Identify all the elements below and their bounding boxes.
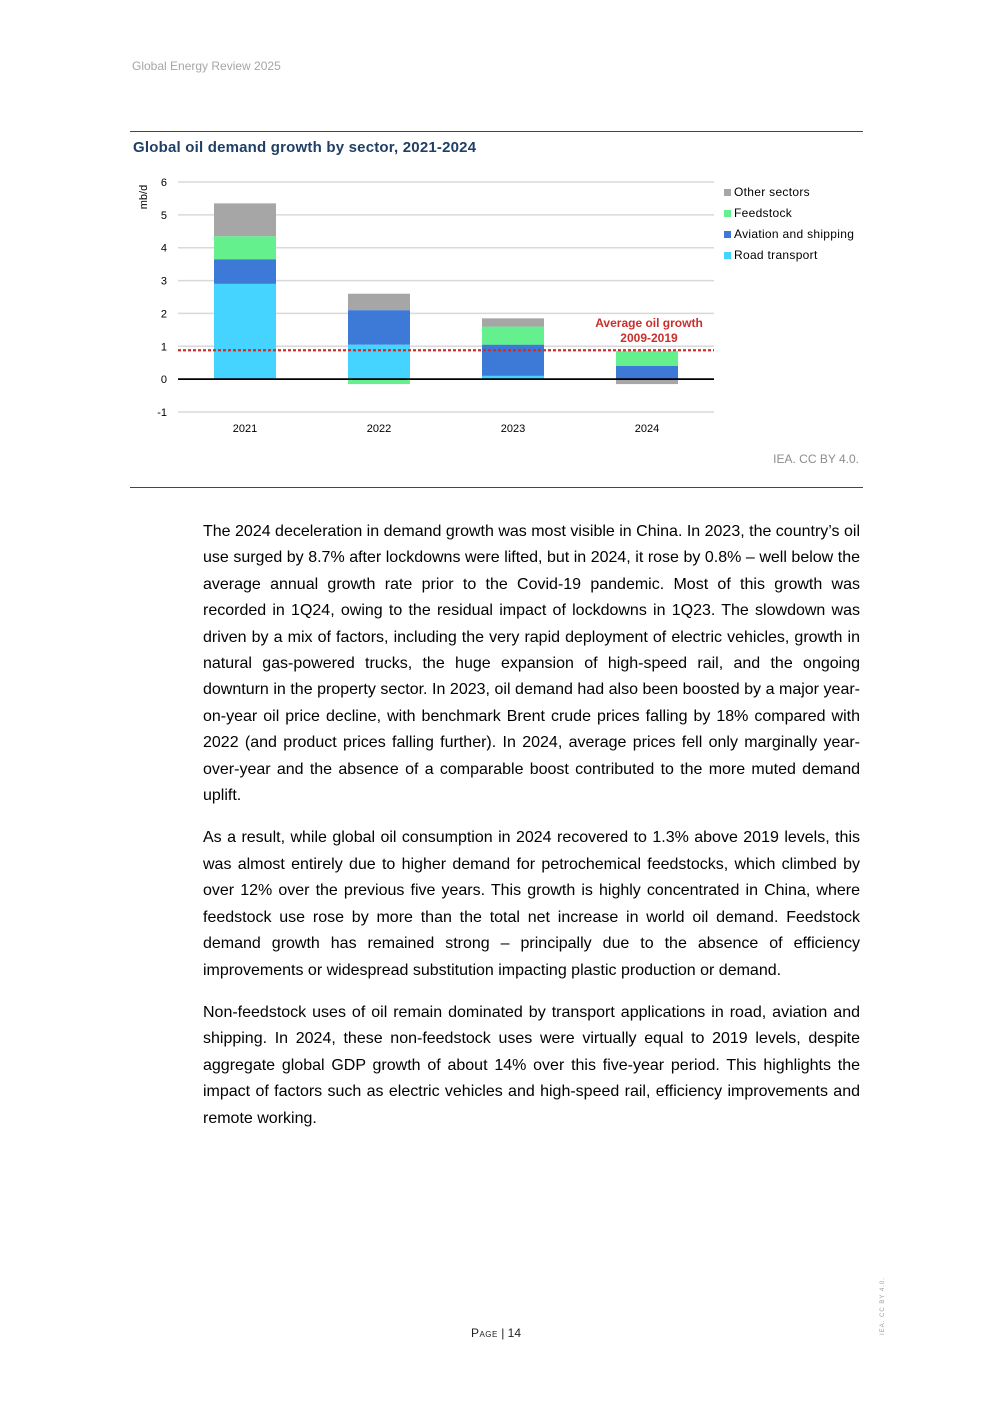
x-tick-label: 2022 — [366, 423, 392, 435]
page-number: 14 — [507, 1326, 522, 1340]
y-tick-label: 1 — [160, 341, 167, 354]
x-tick-label: 2021 — [232, 423, 258, 435]
bar-aviation-and-shipping-2024 — [616, 366, 678, 379]
running-header: Global Energy Review 2025 — [132, 59, 281, 73]
legend-label: Other sectors — [734, 185, 810, 199]
bar-feedstock-2021 — [214, 236, 276, 259]
figure-source: IEA. CC BY 4.0. — [773, 452, 859, 466]
legend-swatch — [724, 252, 731, 259]
figure-title: Global oil demand growth by sector, 2021-2024 — [133, 139, 477, 156]
y-tick-label: 4 — [160, 242, 167, 255]
chart-legend — [724, 185, 854, 262]
legend-swatch — [724, 231, 731, 238]
bar-other-sectors-2021 — [214, 203, 276, 236]
y-tick-label: 5 — [160, 209, 167, 222]
page-separator: | — [501, 1326, 505, 1340]
legend-swatch — [724, 189, 731, 196]
legend-swatch — [724, 210, 731, 217]
chart-bars — [214, 203, 678, 384]
y-tick-label: 0 — [160, 374, 167, 387]
bar-other-sectors-2022 — [348, 294, 410, 310]
average-growth-period: 2009-2019 — [620, 331, 678, 345]
body-text — [203, 519, 860, 1148]
y-axis-label: mb/d — [138, 184, 150, 210]
body-paragraph-1: The 2024 deceleration in demand growth was most visible in China. In 2023, the country’s oil use surged by 8.7% after lockdowns were lifted, but in 2024, it rose by 0.8% – well below the average annual growth rate prior to the Covid-19 pandemic. Most of this growth was recorded in 1Q24, owing to the residual impact of lockdowns in 1Q23. The slowdown was driven by a mix of factors, including the very rapid deployment of electric vehicles, growth in natural gas-powered trucks, the huge expansion of high-speed rail, and the ongoing downturn in the property sector. In 2023, oil demand had also been boosted by a major year-on-year oil price decline, with benchmark Brent crude prices falling by 18% compared with 2022 (and product prices falling further). In 2024, average prices fell only marginally year-over-year and the absence of a comparable boost contributed to the more muted demand uplift. — [203, 523, 860, 805]
x-tick-label: 2024 — [634, 423, 660, 435]
chart — [0, 0, 992, 480]
average-growth-label: Average oil growth — [595, 316, 703, 330]
y-tick-label: 3 — [160, 275, 167, 288]
legend-label: Road transport — [734, 248, 818, 262]
body-paragraph-3: Non-feedstock uses of oil remain dominated by transport applications in road, aviation and shipping. In 2024, these non-feedstock uses were virtually equal to 2019 levels, despite aggregate global GDP growth of about 14% over this five-year period. This highlights the impact of factors such as electric vehicles and high-speed rail, efficiency improvements and remote working. — [203, 1003, 860, 1127]
legend-label: Feedstock — [734, 206, 793, 220]
page-footer — [0, 1326, 992, 1340]
y-tick-label: -1 — [157, 407, 167, 419]
bar-aviation-and-shipping-2022 — [348, 310, 410, 345]
body-paragraph-2: As a result, while global oil consumption in 2024 recovered to 1.3% above 2019 levels, this was almost entirely due to higher demand for petrochemical feedstocks, which climbed by over 12% over the previous five years. This growth is highly concentrated in China, where feedstock use rose by more than the total net increase in world oil demand. Feedstock demand growth has remained strong – principally due to the absence of efficiency improvements or widespread substitution impacting plastic production or demand. — [203, 829, 860, 979]
bar-road-transport-2021 — [214, 284, 276, 379]
y-tick-label: 2 — [160, 308, 167, 321]
x-tick-label: 2023 — [500, 423, 526, 435]
bar-other-sectors-2023 — [482, 318, 544, 326]
figure-bottom-rule — [130, 487, 863, 488]
side-credit: IEA. CC BY 4.0. — [880, 1277, 886, 1335]
bar-feedstock-2023 — [482, 327, 544, 345]
page-label: Page — [470, 1326, 498, 1340]
bar-feedstock-2024 — [616, 351, 678, 366]
y-tick-label: 6 — [160, 177, 167, 189]
legend-label: Aviation and shipping — [734, 227, 855, 241]
bar-aviation-and-shipping-2021 — [214, 259, 276, 284]
